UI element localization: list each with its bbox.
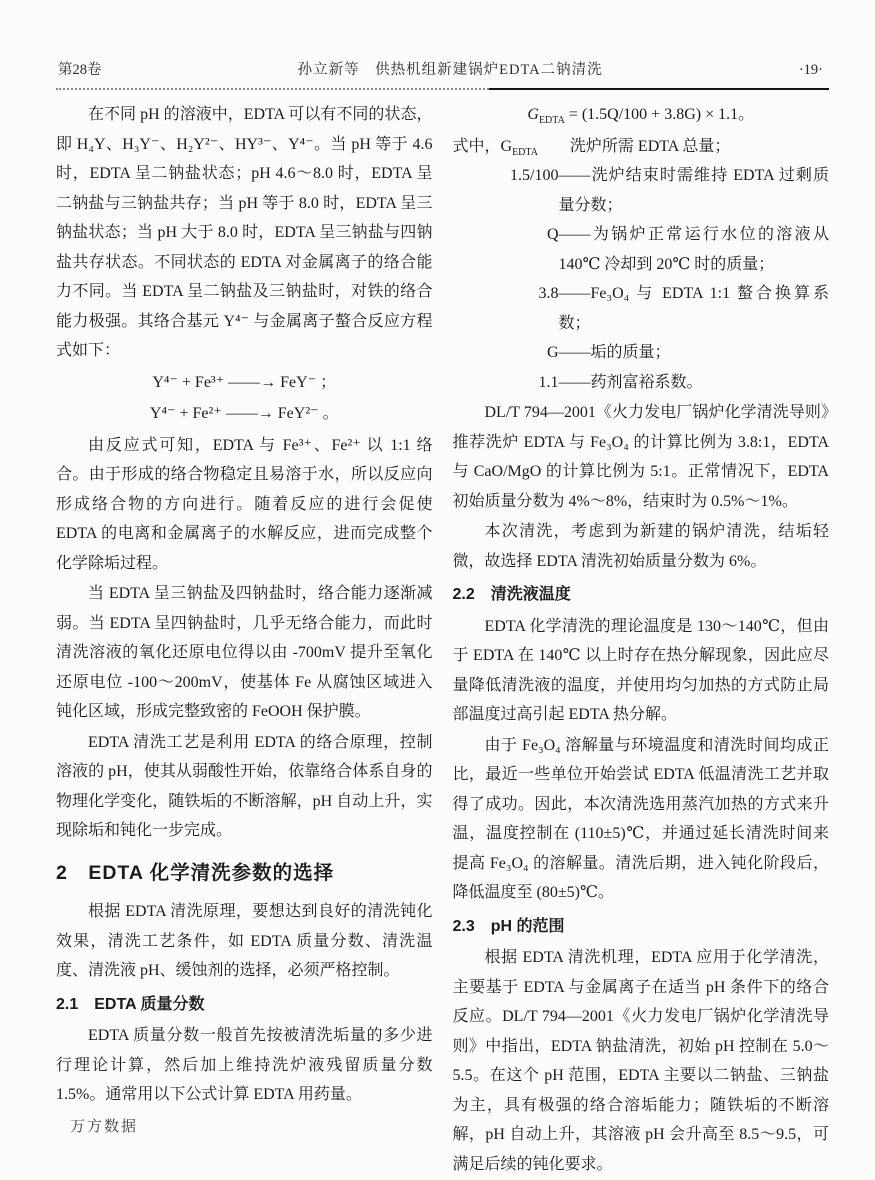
definition-row-gedta [453, 132, 830, 162]
definition-term: 1.5/100 [510, 167, 559, 184]
definition-term-subscript: EDTA [512, 146, 538, 158]
edta-dosage-formula [453, 100, 830, 130]
left-column [56, 99, 433, 1180]
paragraph-complexation: 由反应式可知，EDTA 与 Fe³⁺、Fe²⁺ 以 1:1 络合。由于形成的络合物稳定且易溶于水，所以反应向形成络合物的方向进行。随着反应的进行会促使 EDTA 的电离和金属离子的水解反应，进而完成整个化学除垢过程。 [56, 436, 433, 572]
formula-subscript-edta: EDTA [538, 115, 565, 127]
formula-variable-g: G [527, 106, 539, 123]
wanfang-data-watermark: 万方数据 [70, 1118, 139, 1135]
definition-desc: ——药剂富裕系数。 [558, 373, 703, 391]
paragraph-dlt-guideline: DL/T 794—2001《火力发电厂锅炉化学清洗导则》推荐洗炉 EDTA 与 Fe₃O₄ 的计算比例为 3.8:1，EDTA 与 CaO/MgO 的计算比例为 5:1。正常情况下，EDTA 初始质量分数为 4%～8%，结束时为 0.5%～1%。 [452, 404, 829, 510]
section-2-2-heading: 2.2 清洗液温度 [452, 586, 571, 603]
paragraph-passivation: 当 EDTA 呈三钠盐及四钠盐时，络合能力逐渐减弱。当 EDTA 呈四钠盐时，几乎无络合能力，而此时清洗溶液的氧化还原电位得以由 -700mV 提升至氧化还原电位 -100～200mV，使基体 Fe 从腐蚀区域进入钝化区域，形成完整致密的 FeOOH 保护膜。 [56, 585, 433, 720]
two-column-body [56, 99, 829, 1180]
definition-desc: ——垢的质量； [558, 344, 671, 361]
definition-desc: ——Fe₃O₄ 与 EDTA 1:1 螯合换算系数； [558, 285, 829, 332]
right-column [453, 99, 830, 1180]
paragraph-temperature-control: 由于 Fe₃O₄ 溶解量与环境温度和清洗时间均成正比，最近一些单位开始尝试 EDTA 低温清洗工艺并取得了成功。因此，本次清洗选用蒸汽加热的方式来升温，温度控制在 (110±5)℃，并通过延长清洗时间来提高 Fe₃O₄ 的溶解量。清洗后期，进入钝化阶段后，降低温度至 (80±5)℃。 [452, 736, 829, 901]
section-2-3-heading: 2.3 pH 的范围 [452, 917, 565, 935]
formula-expression: = (1.5Q/100 + 3.8G) × 1.1。 [564, 106, 755, 123]
definition-row-g [453, 338, 830, 368]
paragraph-mass-fraction: EDTA 质量分数一般首先按被清洗垢量的多少进行理论计算，然后加上维持洗炉液残留质量分数 1.5%。通常用以下公式计算 EDTA 用药量。 [56, 1027, 433, 1103]
reaction-equation-2: Y⁴⁻ + Fe²⁺ ——→ FeY²⁻ 。 [149, 405, 339, 422]
definition-desc: ——洗炉结束时需维持 EDTA 过剩质量分数； [558, 167, 829, 214]
definition-term: Q [546, 226, 559, 243]
definition-term: 1.1 [538, 373, 559, 391]
definition-row-38 [453, 279, 830, 338]
definition-row-11 [453, 368, 830, 398]
header-rule-solid [489, 88, 829, 90]
page-number: ·19· [798, 62, 823, 78]
section-2-1-heading: 2.1 EDTA 质量分数 [56, 995, 205, 1013]
definition-term: G [546, 344, 559, 361]
reaction-equation-1: Y⁴⁻ + Fe³⁺ ——→ FeY⁻ ； [152, 373, 337, 391]
paragraph-process-principle: EDTA 清洗工艺是利用 EDTA 的络合原理，控制溶液的 pH，使其从弱酸性开始，依靠络合体系自身的物理化学变化，随铁垢的不断溶解，pH 自动上升，实现除垢和钝化一步完成。 [56, 733, 433, 839]
definition-term: 3.8 [538, 285, 559, 302]
definition-term-text: 式中，G [452, 137, 513, 155]
definition-desc: ——为锅炉正常运行水位的溶液从 140℃ 冷却到 20℃ 时的质量； [558, 226, 829, 273]
running-title: 孙立新等 供热机组新建锅炉EDTA二钠清洗 [297, 62, 603, 78]
paragraph-ph-range: 根据 EDTA 清洗机理，EDTA 应用于化学清洗，主要基于 EDTA 与金属离子在适当 pH 条件下的络合反应。DL/T 794—2001《火力发电厂锅炉化学清洗导则》中指出，EDTA 钠盐清洗，初始 pH 控制在 5.0～5.5。在这个 pH 范围，EDTA 主要以二钠盐、三钠盐为主，具有极强的络合溶垢能力；随铁垢的不断溶解，pH 自动上升，其溶液 pH 会升高至 8.5～9.5，可满足后续的钝化要求。 [452, 949, 829, 1173]
paragraph-chosen-fraction: 本次清洗，考虑到为新建的锅炉清洗，结垢轻微，故选择 EDTA 清洗初始质量分数为 6%。 [452, 523, 829, 570]
paragraph-temperature-theory: EDTA 化学清洗的理论温度是 130～140℃，但由于 EDTA 在 140℃ 以上时存在热分解现象，因此应尽量降低清洗液的温度，并使用均匀加热的方式防止局部温度过高引起 EDTA 热分解。 [452, 617, 829, 723]
definition-row-q [453, 220, 830, 279]
header-rule [56, 86, 829, 90]
section-2-heading: 2 EDTA 化学清洗参数的选择 [56, 861, 335, 884]
definition-row-ratio [453, 161, 830, 220]
header-rule-dotted [56, 88, 489, 90]
paragraph-parameter-control: 根据 EDTA 清洗原理，要想达到良好的清洗钝化效果，清洗工艺条件，如 EDTA 质量分数、清洗温度、清洗液 pH、缓蚀剂的选择，必须严格控制。 [56, 903, 433, 979]
definition-desc: 洗炉所需 EDTA 总量； [537, 137, 731, 155]
paragraph-edta-states: 在不同 pH 的溶液中，EDTA 可以有不同的状态，即 H₄Y、H₃Y⁻、H₂Y²⁻、HY³⁻、Y⁴⁻。当 pH 等于 4.6 时，EDTA 呈二钠盐状态；pH 4.6～8.0 时，EDTA 呈二钠盐与三钠盐共存；当 pH 等于 8.0 时，EDTA 呈三钠盐状态；当 pH 大于 8.0 时，EDTA 呈三钠盐与四钠盐共存状态。不同状态的 EDTA 对金属离子的络合能力不同。当 EDTA 呈二钠盐及三钠盐时，对铁的络合能力极强。其络合基元 Y⁴⁻ 与金属离子螯合反应方程式如下： [56, 106, 433, 359]
page-header [56, 58, 829, 79]
journal-volume: 第28卷 [58, 62, 102, 78]
definition-term [453, 132, 538, 162]
